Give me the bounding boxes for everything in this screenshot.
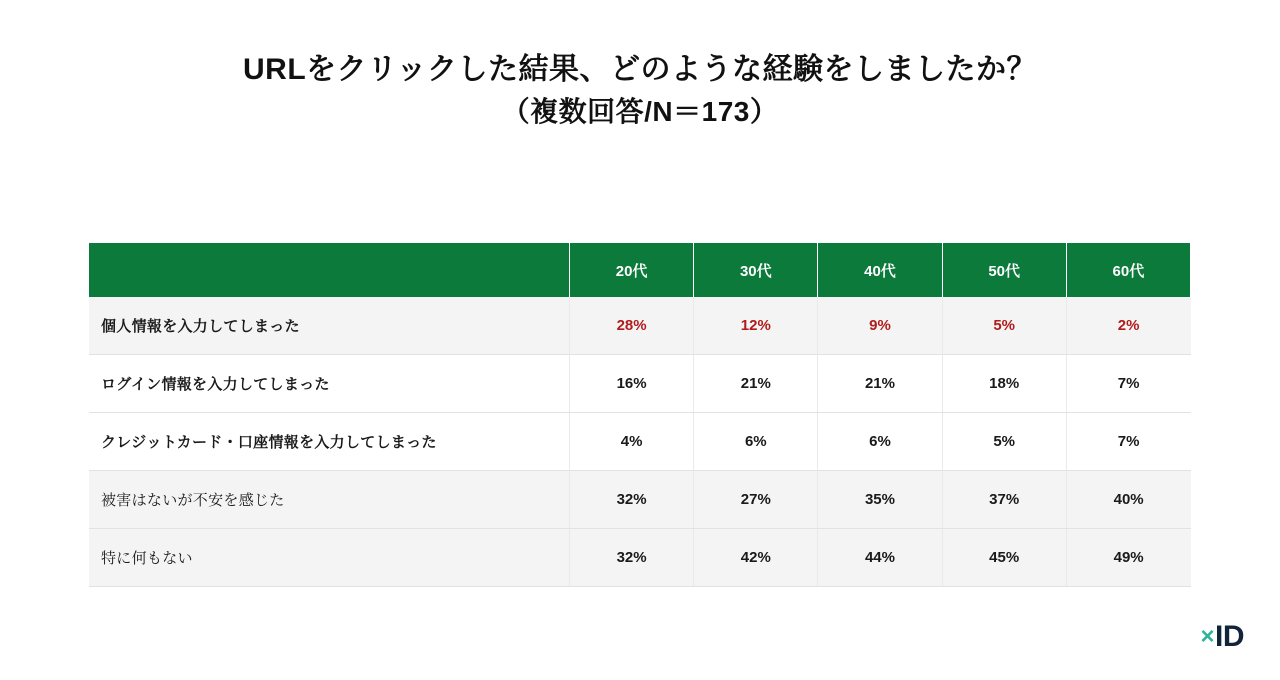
row-label: 被害はないが不安を感じた	[89, 471, 570, 529]
cell-value: 37%	[942, 471, 1066, 529]
cell-value: 27%	[694, 471, 818, 529]
table-header	[89, 243, 1191, 297]
row-label: 特に何もない	[89, 529, 570, 587]
cell-value: 42%	[694, 529, 818, 587]
column-header-40s: 40代	[818, 243, 942, 297]
survey-table-container	[89, 243, 1191, 587]
table-row	[89, 471, 1191, 529]
cell-value: 6%	[694, 413, 818, 471]
cell-value: 45%	[942, 529, 1066, 587]
cell-value: 9%	[818, 297, 942, 355]
cell-value: 12%	[694, 297, 818, 355]
table-header-row	[89, 243, 1191, 297]
title-line-2: （複数回答/N＝173）	[501, 95, 779, 127]
cell-value: 28%	[570, 297, 694, 355]
row-label: クレジットカード・口座情報を入力してしまった	[89, 413, 570, 471]
table-row	[89, 297, 1191, 355]
column-header-label	[89, 243, 570, 297]
column-header-50s: 50代	[942, 243, 1066, 297]
cell-value: 7%	[1066, 413, 1190, 471]
cell-value: 7%	[1066, 355, 1190, 413]
cell-value: 4%	[570, 413, 694, 471]
cell-value: 16%	[570, 355, 694, 413]
survey-table	[89, 243, 1191, 587]
page-title	[0, 0, 1280, 132]
column-header-30s: 30代	[694, 243, 818, 297]
title-line-1: URLをクリックした結果、どのような経験をしましたか？	[243, 53, 1037, 86]
row-label: 個人情報を入力してしまった	[89, 297, 570, 355]
cell-value: 21%	[818, 355, 942, 413]
cell-value: 21%	[694, 355, 818, 413]
cell-value: 35%	[818, 471, 942, 529]
x-mark-icon: ×	[1200, 623, 1214, 650]
cell-value: 32%	[570, 529, 694, 587]
cell-value: 6%	[818, 413, 942, 471]
brand-logo-text: ID	[1215, 620, 1244, 653]
column-header-60s: 60代	[1066, 243, 1190, 297]
brand-logo	[1200, 622, 1244, 652]
cell-value: 44%	[818, 529, 942, 587]
row-label: ログイン情報を入力してしまった	[89, 355, 570, 413]
cell-value: 5%	[942, 297, 1066, 355]
table-row	[89, 413, 1191, 471]
table-row	[89, 529, 1191, 587]
table-row	[89, 355, 1191, 413]
table-body	[89, 297, 1191, 587]
cell-value: 18%	[942, 355, 1066, 413]
cell-value: 40%	[1066, 471, 1190, 529]
cell-value: 2%	[1066, 297, 1190, 355]
cell-value: 32%	[570, 471, 694, 529]
cell-value: 49%	[1066, 529, 1190, 587]
cell-value: 5%	[942, 413, 1066, 471]
column-header-20s: 20代	[570, 243, 694, 297]
